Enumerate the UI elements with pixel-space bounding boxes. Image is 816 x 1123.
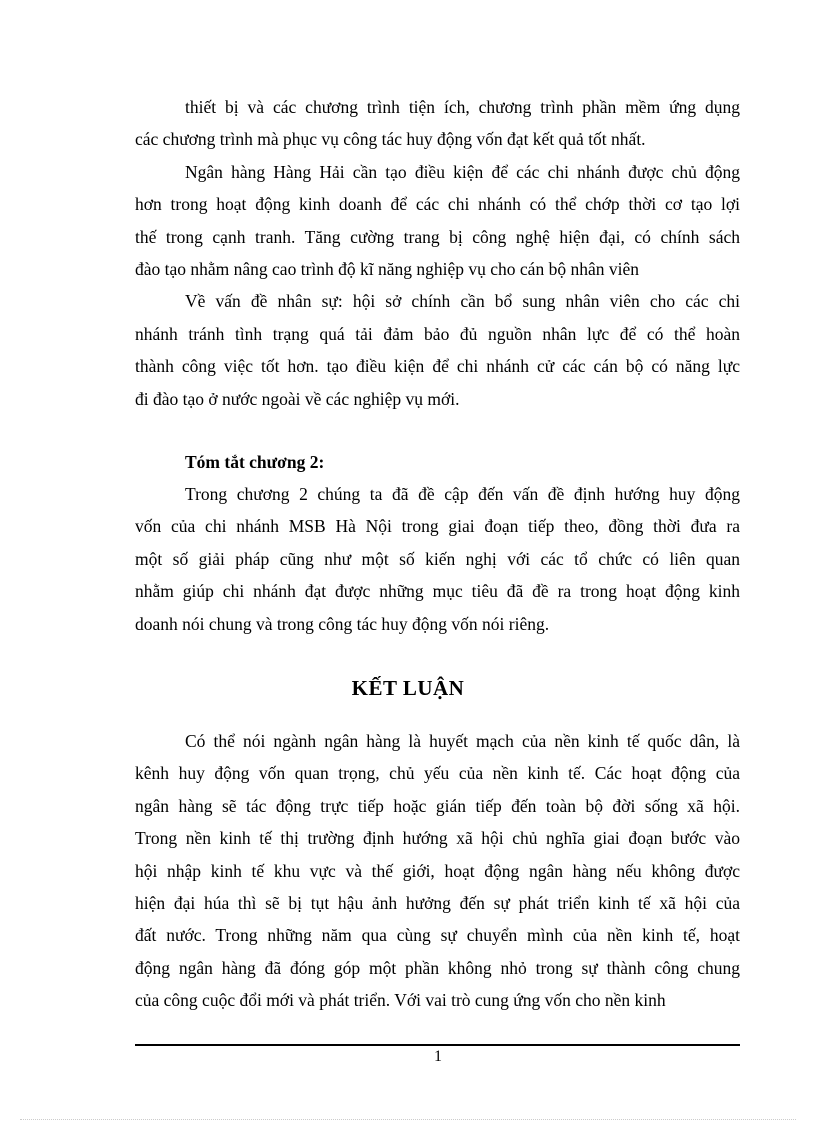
page-boundary: [20, 1119, 796, 1120]
text-line: Trong nền kinh tế thị trường định hướng xã hội chủ nghĩa giai đoạn bước vào: [135, 828, 740, 849]
text-line: của công cuộc đổi mới và phát triển. Với vai trò cung ứng vốn cho nền kinh: [135, 990, 666, 1011]
text-line: nhằm giúp chi nhánh đạt được những mục tiêu đã đề ra trong hoạt động kinh: [135, 581, 740, 602]
text-line: đào tạo nhằm nâng cao trình độ kĩ năng nghiệp vụ cho cán bộ nhân viên: [135, 258, 639, 279]
text-line: thiết bị và các chương trình tiện ích, chương trình phần mềm ứng dụng: [185, 97, 740, 117]
text-line: Trong chương 2 chúng ta đã đề cập đến vấn đề định hướng huy động: [185, 484, 740, 504]
text-line: ngân hàng sẽ tác động trực tiếp hoặc gián tiếp đến toàn bộ đời sống xã hội.: [135, 795, 740, 816]
text-line: các chương trình mà phục vụ công tác huy động vốn đạt kết quả tốt nhất.: [135, 129, 646, 150]
text-line: doanh nói chung và trong công tác huy động vốn nói riêng.: [135, 613, 550, 634]
text-line: đi đào tạo ở nước ngoài về các nghiệp vụ mới.: [135, 388, 460, 409]
summary-heading: Tóm tắt chương 2:: [185, 452, 325, 472]
text-line: Có thể nói ngành ngân hàng là huyết mạch của nền kinh tế quốc dân, là: [185, 731, 740, 751]
text-line: Ngân hàng Hàng Hải cần tạo điều kiện để các chi nhánh được chủ động: [185, 161, 740, 182]
text-line: kênh huy động vốn quan trọng, chủ yếu của nền kinh tế. Các hoạt động của: [135, 763, 740, 784]
text-line: động ngân hàng đã đóng góp một phần không nhỏ trong sự thành công chung: [135, 957, 740, 978]
body-section-recommendations: [135, 91, 740, 415]
text-line: nhánh tránh tình trạng quá tải đảm bảo đủ nguồn nhân lực để có thể hoàn: [135, 323, 740, 344]
summary-paragraph: [135, 478, 740, 640]
page-number: 1: [434, 1048, 442, 1065]
conclusion-paragraph: [135, 725, 740, 1017]
text-line: hơn trong hoạt động kinh doanh để các chi nhánh có thể chớp thời cơ tạo lợi: [135, 194, 740, 215]
text-line: vốn của chi nhánh MSB Hà Nội trong giai đoạn tiếp theo, đồng thời đưa ra: [135, 516, 740, 537]
text-line: Về vấn đề nhân sự: hội sở chính cần bổ sung nhân viên cho các chi: [185, 291, 740, 312]
text-line: đất nước. Trong những năm qua cùng sự chuyển mình của nền kinh tế, hoạt: [135, 925, 740, 946]
text-line: hội nhập kinh tế khu vực và thế giới, hoạt động ngân hàng nếu không được: [135, 860, 740, 881]
text-line: thế trong cạnh tranh. Tăng cường trang bị công nghệ hiện đại, có chính sách: [135, 226, 740, 247]
text-line: hiện đại húa thì sẽ bị tụt hậu ảnh hưởng đến sự phát triển kinh tế xã hội của: [135, 892, 740, 913]
conclusion-title: KẾT LUẬN: [351, 676, 465, 700]
text-line: một số giải pháp cũng như một số kiến nghị với các tổ chức có liên quan: [135, 548, 740, 569]
text-line: thành công việc tốt hơn. tạo điều kiện để chi nhánh cử các cán bộ có năng lực: [135, 356, 740, 377]
